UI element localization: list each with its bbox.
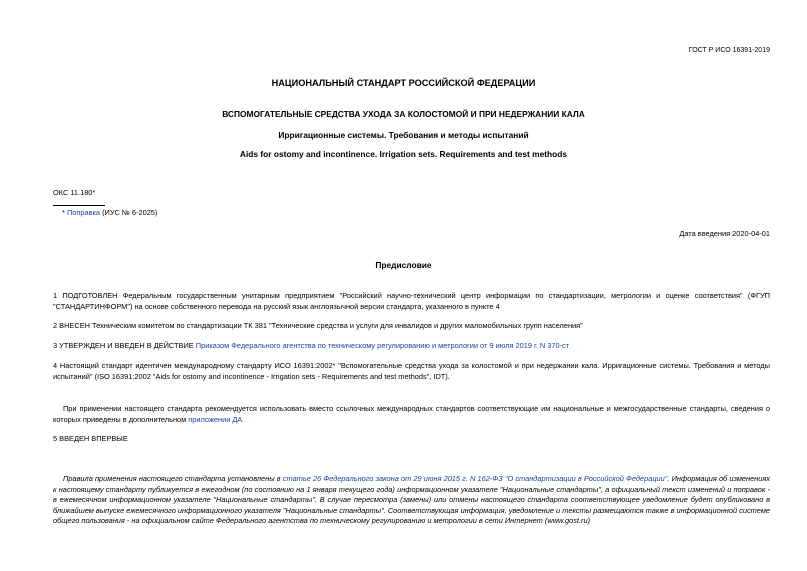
document-subtitle-ru: Ирригационные системы. Требования и методы испытаний bbox=[278, 130, 529, 140]
amendment-prefix: * bbox=[62, 208, 67, 217]
amendment-link[interactable]: Поправка bbox=[66, 208, 101, 217]
reference-note bbox=[53, 404, 770, 425]
note-text-1: Правила применения настоящего стандарта установлены в bbox=[63, 474, 283, 483]
reference-note-text: При применении настоящего стандарта рекомендуется использовать вместо ссылочных международных стандартов соответствующие им национальные и межгосударственные стандарты, сведения о которых приведены в дополнительном bbox=[53, 404, 770, 424]
preface-item-3-text: 3 УТВЕРЖДЕН И ВВЕДЕН В ДЕЙСТВИЕ bbox=[53, 341, 196, 350]
national-standard-heading: НАЦИОНАЛЬНЫЙ СТАНДАРТ РОССИЙСКОЙ ФЕДЕРАЦИИ bbox=[271, 78, 536, 88]
note-text-2: . Информация об изменениях к настоящему стандарту публикуется в ежегодном (по состоянию на 1 января текущего года) информационном указателе "Национальные стандарты", а официальный текст изменений и поправок - в ежемесячном информационном указателе "Национальные стандарты". В случае пересмотра (замены) или отмены настоящего стандарта соответствующее уведомление будет опубликовано в ближайшем выпуске ежемесячного информационного указателя "Национальные стандарты". Соответствующая информация, уведомление и тексты размещаются также в информационной системе общего пользования - на официальном сайте Федерального агентства по техническому регулированию и метрологии в сети Интернет (www.gost.ru) bbox=[53, 474, 770, 525]
effective-date: Дата введения 2020-04-01 bbox=[679, 229, 770, 238]
standard-code: ГОСТ Р ИСО 16391-2019 bbox=[688, 47, 770, 54]
amendment-note bbox=[62, 208, 157, 219]
federal-law-link[interactable]: статье 26 Федерального закона от 29 июня 2015 г. N 162-ФЗ "О стандартизации в Российской Федерации" bbox=[282, 474, 668, 483]
preface-heading: Предисловие bbox=[375, 260, 432, 270]
document-title: ВСПОМОГАТЕЛЬНЫЕ СРЕДСТВА УХОДА ЗА КОЛОСТОМОЙ И ПРИ НЕДЕРЖАНИИ КАЛА bbox=[222, 109, 585, 119]
appendix-link[interactable]: приложении ДА bbox=[188, 414, 243, 424]
amendment-suffix: (ИУС № 6-2025) bbox=[100, 208, 158, 217]
preface-item-2: 2 ВНЕСЕН Техническим комитетом по стандартизации ТК 381 "Технические средства и услуги для инвалидов и других маломобильных групп населения" bbox=[53, 321, 583, 330]
preface-item-5: 5 ВВЕДЕН ВПЕРВЫЕ bbox=[53, 434, 128, 443]
document-subtitle-en: Aids for ostomy and incontinence. Irrigation sets. Requirements and test methods bbox=[239, 149, 568, 159]
application-rules-note bbox=[53, 474, 770, 527]
preface-item-1: 1 ПОДГОТОВЛЕН Федеральным государственным унитарным предприятием "Российский научно-технический центр информации по стандартизации, метрологии и оценке соответствия" (ФГУП "СТАНДАРТИНФОРМ") на основе собственного перевода на русский язык англоязычной версии стандарта, указанного в пункте 4 bbox=[53, 291, 770, 311]
preface-item-3 bbox=[53, 341, 569, 352]
order-link[interactable]: Приказом Федерального агентства по техническому регулированию и метрологии от 9 июля 2019 г. N 370-ст bbox=[195, 341, 570, 350]
oks-code: ОКС 11.180* bbox=[53, 188, 96, 197]
preface-item-4: 4 Настоящий стандарт идентичен международному стандарту ИСО 16391:2002* "Вспомогательные средства ухода за колостомой и при недержании кала. Ирригационные системы. Требования и методы испытаний" (ISO 16391:2002 "Aids for ostomy and incontinence - Irrigation sets - Requirements and test methods", IDT). bbox=[53, 361, 770, 381]
footnote-divider bbox=[53, 205, 105, 206]
